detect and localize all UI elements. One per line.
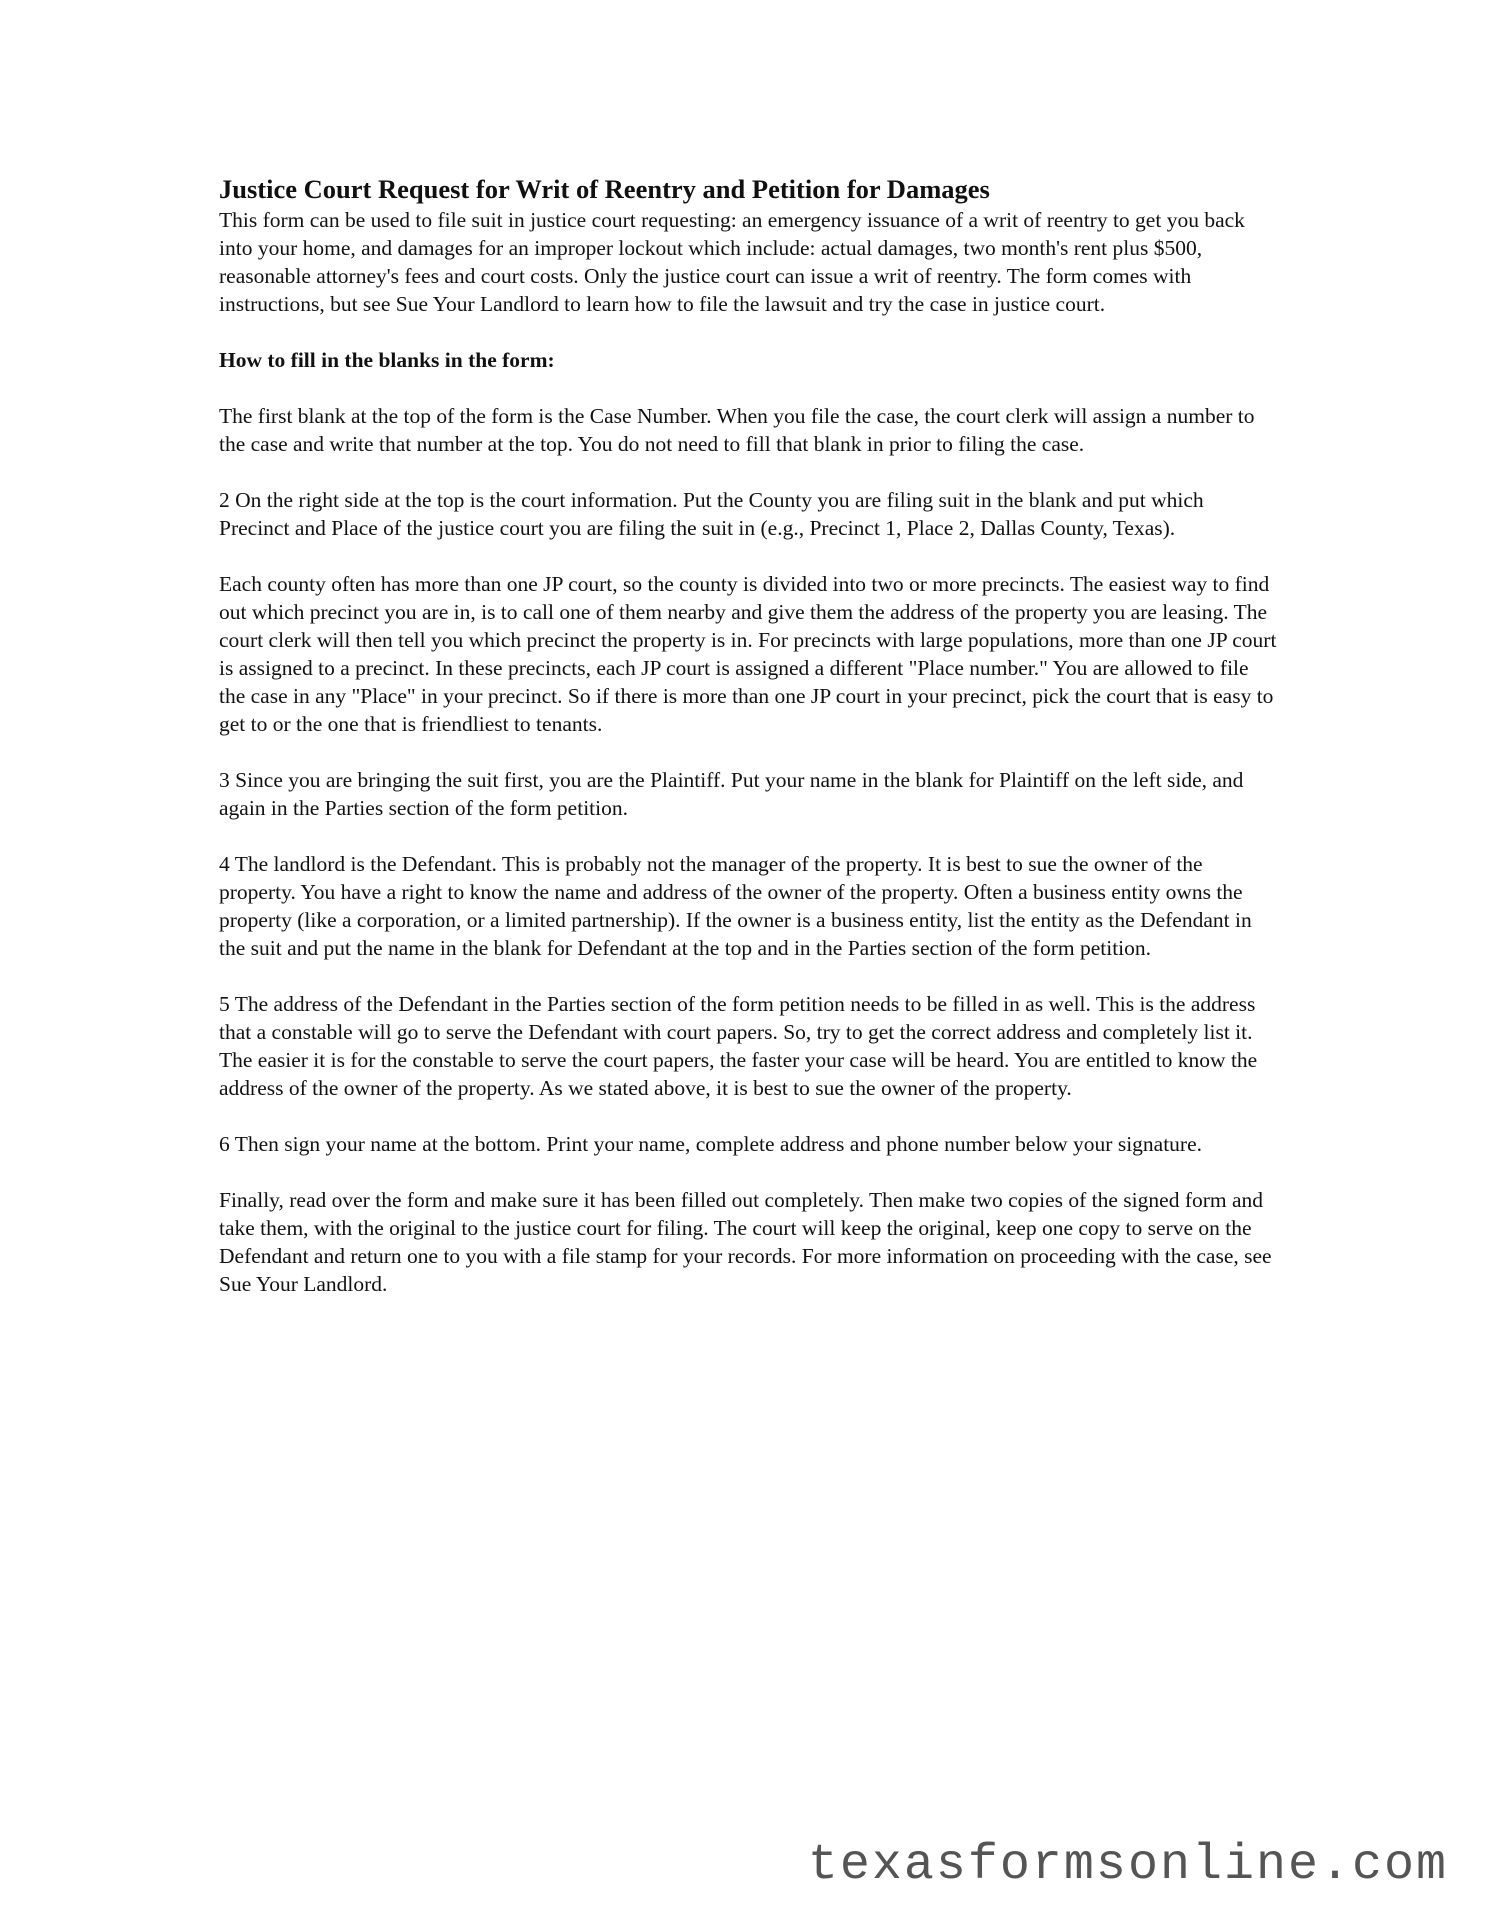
instruction-paragraph-6: 5 The address of the Defendant in the Parties section of the form petition needs to be filled in as well. This is the address that a constable will go to serve the Defendant with court papers. So, try to get the correct address and completely list it. The easier it is for the constable to serve the court papers, the faster your case will be heard. You are entitled to know the address of the owner of the property. As we stated above, it is best to sue the owner of the property. — [219, 992, 1258, 1100]
instructions-heading: How to fill in the blanks in the form: — [219, 348, 555, 372]
document-body — [219, 172, 1279, 1326]
site-watermark: texasformsonline.com — [807, 1837, 1448, 1894]
instruction-paragraph-7: 6 Then sign your name at the bottom. Print your name, complete address and phone number below your signature. — [219, 1132, 1203, 1156]
instruction-paragraph-8: Finally, read over the form and make sure it has been filled out completely. Then make two copies of the signed form and take them, with the original to the justice court for filing. The court will keep the original, keep one copy to serve on the Defendant and return one to you with a file stamp for your records. For more information on proceeding with the case, see Sue Your Landlord. — [219, 1188, 1272, 1296]
intro-paragraph: This form can be used to file suit in justice court requesting: an emergency issuance of a writ of reentry to get you back into your home, and damages for an improper lockout which include: actual damages, two month's rent plus $500, reasonable attorney's fees and court costs. Only the justice court can issue a writ of reentry. The form comes with instructions, but see Sue Your Landlord to learn how to file the lawsuit and try the case in justice court. — [219, 208, 1245, 316]
instruction-paragraph-3: Each county often has more than one JP court, so the county is divided into two or more precincts. The easiest way to find out which precinct you are in, is to call one of them nearby and give them the address of the property you are leasing. The court clerk will then tell you which precinct the property is in. For precincts with large populations, more than one JP court is assigned to a precinct. In these precincts, each JP court is assigned a different "Place number." You are allowed to file the case in any "Place" in your precinct. So if there is more than one JP court in your precinct, pick the court that is easy to get to or the one that is friendliest to tenants. — [219, 572, 1277, 736]
document-title: Justice Court Request for Writ of Reentry and Petition for Damages — [219, 174, 990, 204]
instruction-paragraph-5: 4 The landlord is the Defendant. This is probably not the manager of the property. It is best to sue the owner of the property. You have a right to know the name and address of the owner of the property. Often a business entity owns the property (like a corporation, or a limited partnership). If the owner is a business entity, list the entity as the Defendant in the suit and put the name in the blank for Defendant at the top and in the Parties section of the form petition. — [219, 852, 1252, 960]
instruction-paragraph-1: The first blank at the top of the form is the Case Number. When you file the case, the court clerk will assign a number to the case and write that number at the top. You do not need to fill that blank in prior to filing the case. — [219, 404, 1255, 456]
instruction-paragraph-2: 2 On the right side at the top is the court information. Put the County you are filing suit in the blank and put which Precinct and Place of the justice court you are filing the suit in (e.g., Precinct 1, Place 2, Dallas County, Texas). — [219, 488, 1204, 540]
instruction-paragraph-4: 3 Since you are bringing the suit first, you are the Plaintiff. Put your name in the blank for Plaintiff on the left side, and again in the Parties section of the form petition. — [219, 768, 1244, 820]
